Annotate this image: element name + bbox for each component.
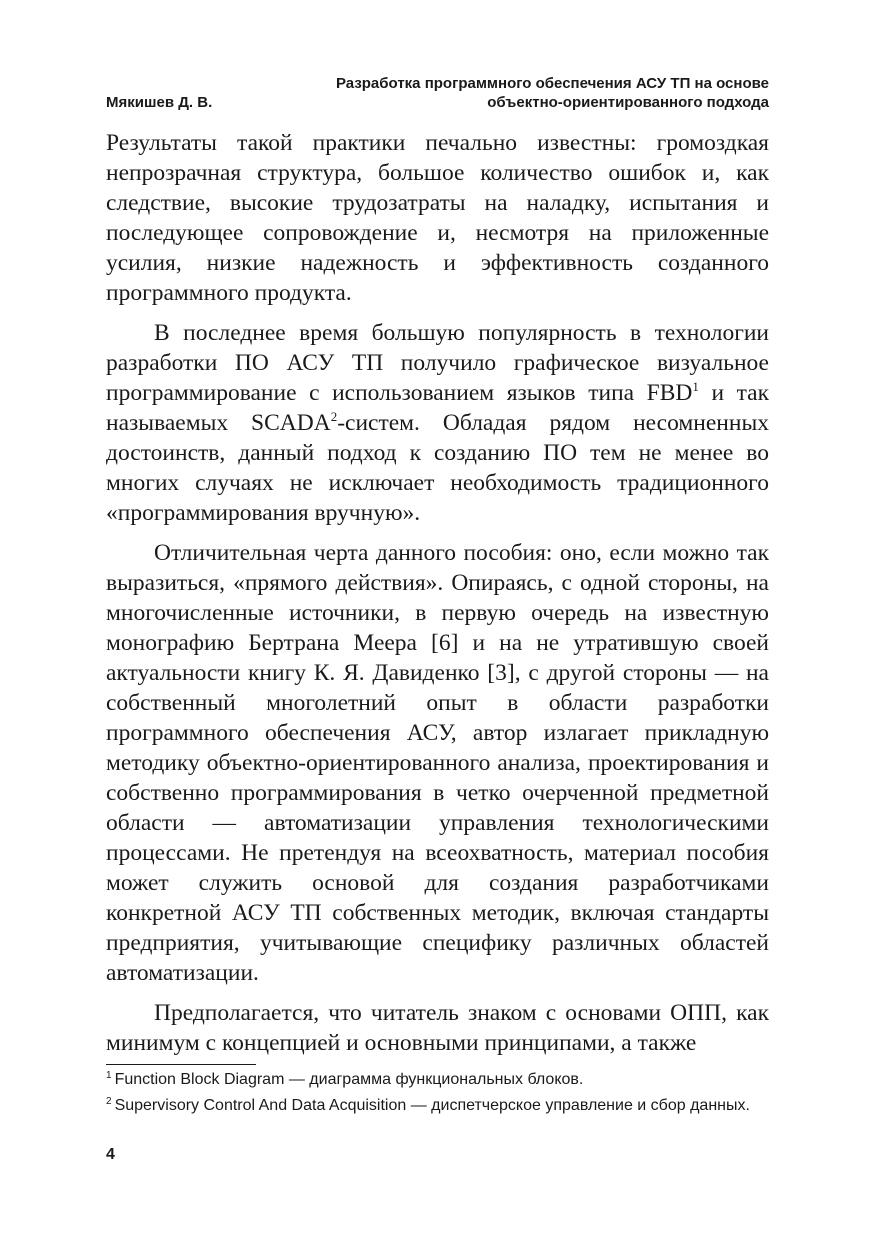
paragraph-2-part-b: и так называемых SCADA xyxy=(106,380,770,436)
paragraph-2 xyxy=(106,318,769,528)
header-title xyxy=(336,74,769,112)
running-header xyxy=(106,74,769,114)
paragraph-4: Предполагается, что читатель знаком с основами ОПП, как минимум с концепцией и основными принципами, а также xyxy=(106,1000,769,1056)
header-title-line-1: Разработка программного обеспечения АСУ ТП на основе xyxy=(335,75,769,92)
footnote-2-marker: 2 xyxy=(106,1096,112,1107)
footnote-ref-1: 1 xyxy=(692,379,699,394)
paragraph-2-part-a: В последнее время большую популярность в технологии разработки ПО АСУ ТП получило графическое визуальное программирование с использованием языков типа FBD xyxy=(106,320,769,406)
footnote-1 xyxy=(106,1070,769,1090)
footnote-1-text: Function Block Diagram — диаграмма функциональных блоков. xyxy=(114,1071,584,1088)
footnote-2 xyxy=(106,1096,769,1116)
header-title-line-2: объектно-ориентированного подхода xyxy=(487,94,769,111)
paragraph-1: Результаты такой практики печально известны: громоздкая непрозрачная структура, большое количество ошибок и, как следствие, высокие трудозатраты на наладку, испытания и последующее сопровождение и, несмотря на приложенные усилия, низкие надежность и эффективность созданного программного продукта. xyxy=(106,130,769,306)
footnote-ref-2: 2 xyxy=(330,409,338,424)
main-text xyxy=(106,128,769,1068)
footnotes xyxy=(106,1070,769,1122)
footnote-1-marker: 1 xyxy=(106,1070,112,1081)
footnote-divider xyxy=(106,1064,256,1065)
page-number: 4 xyxy=(106,1146,115,1163)
footnote-2-text: Supervisory Control And Data Acquisition — диспетчерское управление и сбор данных. xyxy=(114,1097,750,1114)
paragraph-3: Отличительная черта данного пособия: оно, если можно так выразиться, «прямого действия». Опираясь, с одной стороны, на многочисленные источники, в первую очередь на известную монографию Бертрана Меера [6] и на не утратившую своей актуальности книгу К. Я. Давиденко [3], с другой стороны — на собственный многолетний опыт в области разработки программного обеспечения АСУ, автор излагает прикладную методику объектно-ориентированного анализа, проектирования и собственно программирования в четко очерченной предметной области — автоматизации управления технологическими процессами. Не претендуя на всеохватность, материал пособия может служить основой для создания разработчиками конкретной АСУ ТП собственных методик, включая стандарты предприятия, учитывающие специфику различных областей автоматизации. xyxy=(106,540,769,986)
header-author: Мякишев Д. В. xyxy=(106,94,213,111)
paragraph-2-part-c: -систем. Обладая рядом несомненных достоинств, данный подход к созданию ПО тем не менее во многих случаях не исключает необходимость традиционного «программирования вручную». xyxy=(106,410,769,526)
